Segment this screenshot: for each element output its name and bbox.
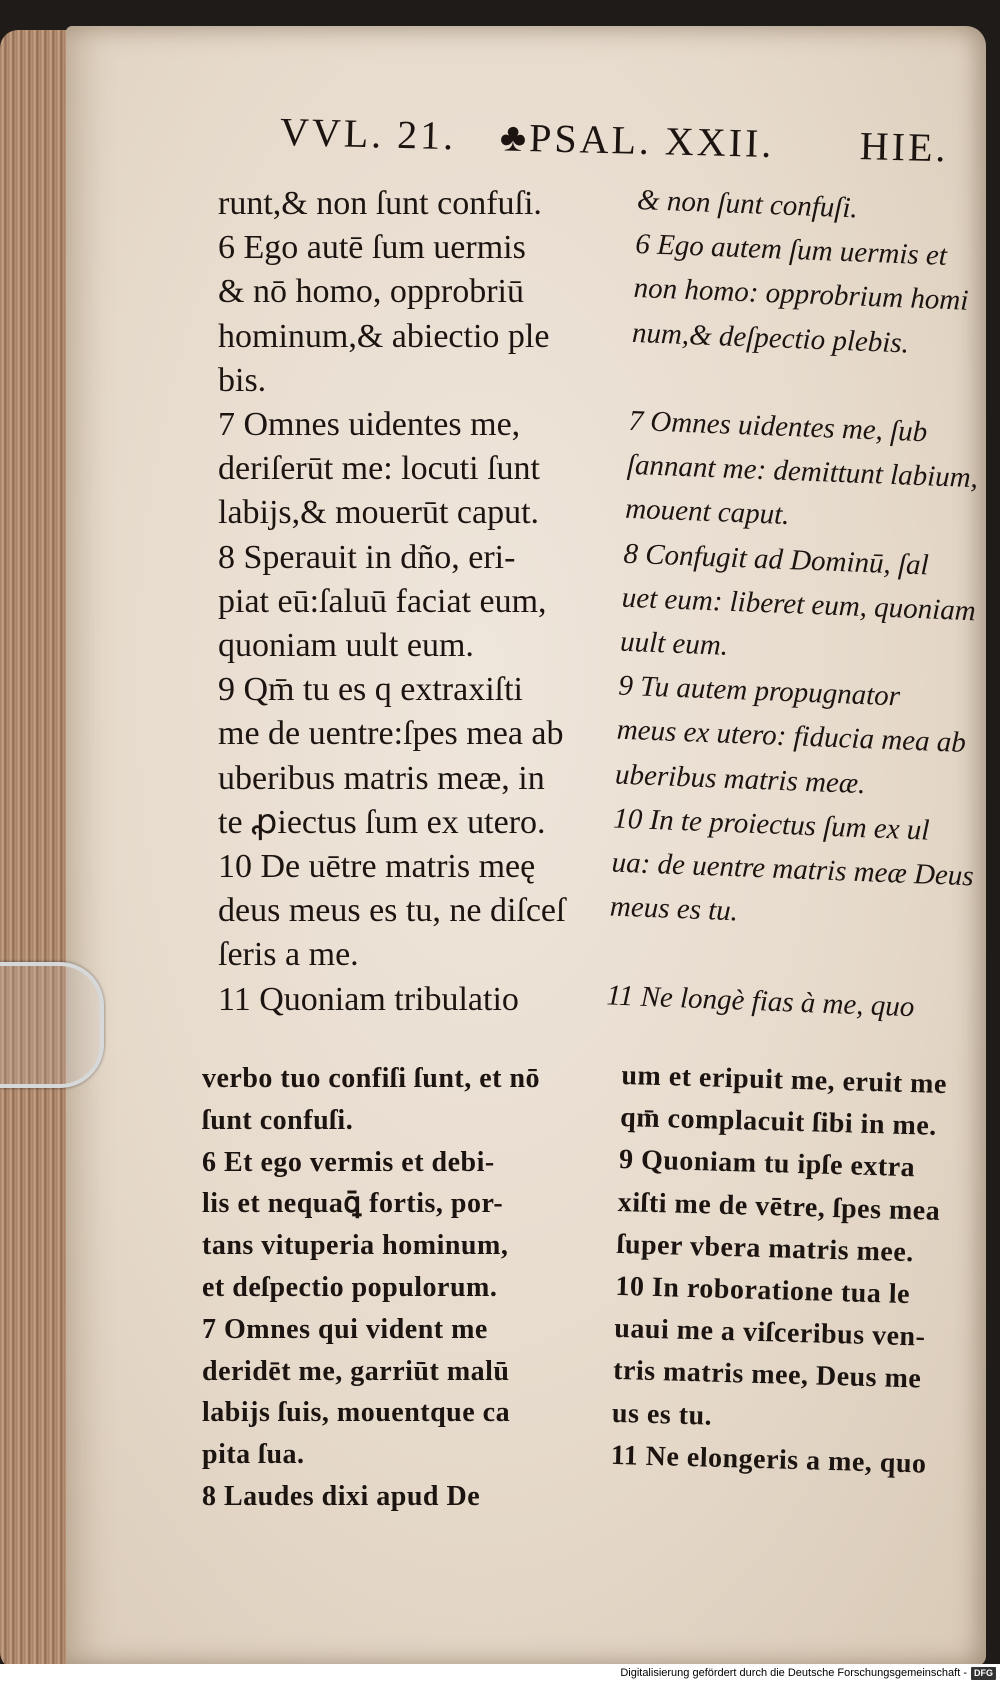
upper-left-column: [218, 182, 565, 1022]
text-line: 10 In te proiectus ſum ex ul: [612, 802, 931, 847]
text-line: us es tu.: [611, 1397, 713, 1432]
lower-right-column: [610, 1055, 947, 1486]
text-line: verbo tuo confiſi ſunt, et nō: [202, 1063, 541, 1094]
text-line: 11 Quoniam tribulatio: [218, 980, 519, 1018]
header-psalm-number: ♣PSAL. XXII.: [499, 114, 775, 167]
footer-credit: Digitalisierung gefördert durch die Deutsche Forschungsgemeinschaft -: [620, 1667, 967, 1679]
text-line: qm̄ complacuit ſibi in me.: [619, 1102, 938, 1143]
text-line: quoniam uult eum.: [218, 627, 474, 665]
text-line: labijs,& mouerūt caput.: [218, 494, 540, 532]
text-line: ſeris a me.: [218, 936, 359, 974]
text-line: runt,& non ſunt confuſi.: [218, 185, 542, 222]
text-line: bis.: [218, 361, 267, 399]
text-line: num,& deſpectio plebis.: [631, 316, 910, 360]
text-line: tans vituperia hominum,: [202, 1230, 509, 1262]
page-clip: [0, 962, 104, 1088]
lower-left-column: [202, 1058, 540, 1518]
page-block-edge: [0, 30, 70, 1670]
text-line: 9 Quoniam tu ipſe extra: [618, 1144, 916, 1184]
upper-right-column: [606, 178, 1000, 1031]
text-line: deriſerūt me: locuti ſunt: [218, 450, 540, 488]
text-line: pita ſua.: [202, 1439, 305, 1471]
text-line: uult eum.: [619, 625, 729, 662]
text-line: 7 Omnes uidentes me, ſub: [628, 404, 928, 449]
text-line: 7 Omnes uidentes me,: [218, 406, 521, 444]
text-line: me de uentre:ſpes mea ab: [218, 715, 564, 753]
text-line: uberibus matris meæ, in: [218, 759, 545, 797]
text-line: lis et nequaꝗ̄ fortis, por-: [202, 1188, 504, 1220]
text-line: 11 Ne longè fias à me, quo: [605, 979, 915, 1023]
text-line: mouent caput.: [624, 493, 791, 532]
text-line: hominum,& abiectio ple: [218, 317, 550, 355]
text-line: ſannant me: demittunt labium,: [626, 449, 979, 495]
text-line: te ꝓiectus ſum ex utero.: [218, 803, 546, 841]
dfg-logo: DFG: [971, 1667, 996, 1680]
text-line: 6 Et ego vermis et debi-: [202, 1146, 495, 1178]
text-line: 11 Ne elongeris a me, quo: [610, 1439, 927, 1480]
header-left: VVL. 21.: [279, 109, 457, 159]
text-line: 6 Ego autē ſum uermis: [218, 229, 526, 267]
text-line: ſuper vbera matris mee.: [616, 1228, 915, 1269]
text-line: uberibus matris meæ.: [614, 758, 867, 800]
text-line: et deſpectio populorum.: [202, 1271, 498, 1303]
text-line: meus es tu.: [609, 890, 739, 928]
header-right: HIE.: [859, 123, 950, 171]
text-line: 8 Laudes dixi apud De: [202, 1480, 481, 1512]
text-line: ſunt confuſi.: [202, 1104, 354, 1136]
text-line: xiſti me de vētre, ſpes mea: [617, 1186, 941, 1227]
text-line: 9 Qm̄ tu es q extraxiſti: [218, 671, 524, 709]
text-line: piat eū:ſaluū faciat eum,: [218, 582, 547, 620]
text-line: 9 Tu autem propugnator: [617, 669, 901, 713]
text-line: & non ſunt confuſi.: [636, 183, 859, 225]
text-line: 8 Confugit ad Dominū, ſal: [622, 537, 930, 582]
text-line: deridēt me, garriūt malū: [202, 1355, 510, 1387]
text-line: uet eum: liberet eum, quoniam: [621, 581, 977, 628]
text-line: deus meus es tu, ne diſceſ: [218, 892, 566, 930]
text-line: tris matris mee, Deus me: [612, 1355, 922, 1395]
text-line: um et eripuit me, eruit me: [620, 1059, 948, 1101]
text-line: 7 Omnes qui vident me: [202, 1313, 488, 1345]
text-line: labijs ſuis, mouentque ca: [202, 1397, 511, 1429]
text-line: 10 De uētre matris meę: [218, 848, 536, 886]
text-line: uaui me a viſceribus ven-: [613, 1313, 926, 1353]
text-line: 10 In roboratione tua le: [615, 1270, 911, 1311]
text-line: meus ex utero: fiducia mea ab: [616, 714, 967, 760]
text-line: 6 Ego autem ſum uermis et: [634, 228, 948, 273]
digitization-footer: [0, 1664, 1000, 1683]
text-line: 8 Sperauit in dño, eri-: [218, 538, 516, 576]
text-line: non homo: opprobrium homi: [633, 272, 969, 318]
text-line: ua: de uentre matris meæ Deus: [611, 846, 975, 893]
text-line: & nō homo, opprobriū: [218, 273, 524, 311]
